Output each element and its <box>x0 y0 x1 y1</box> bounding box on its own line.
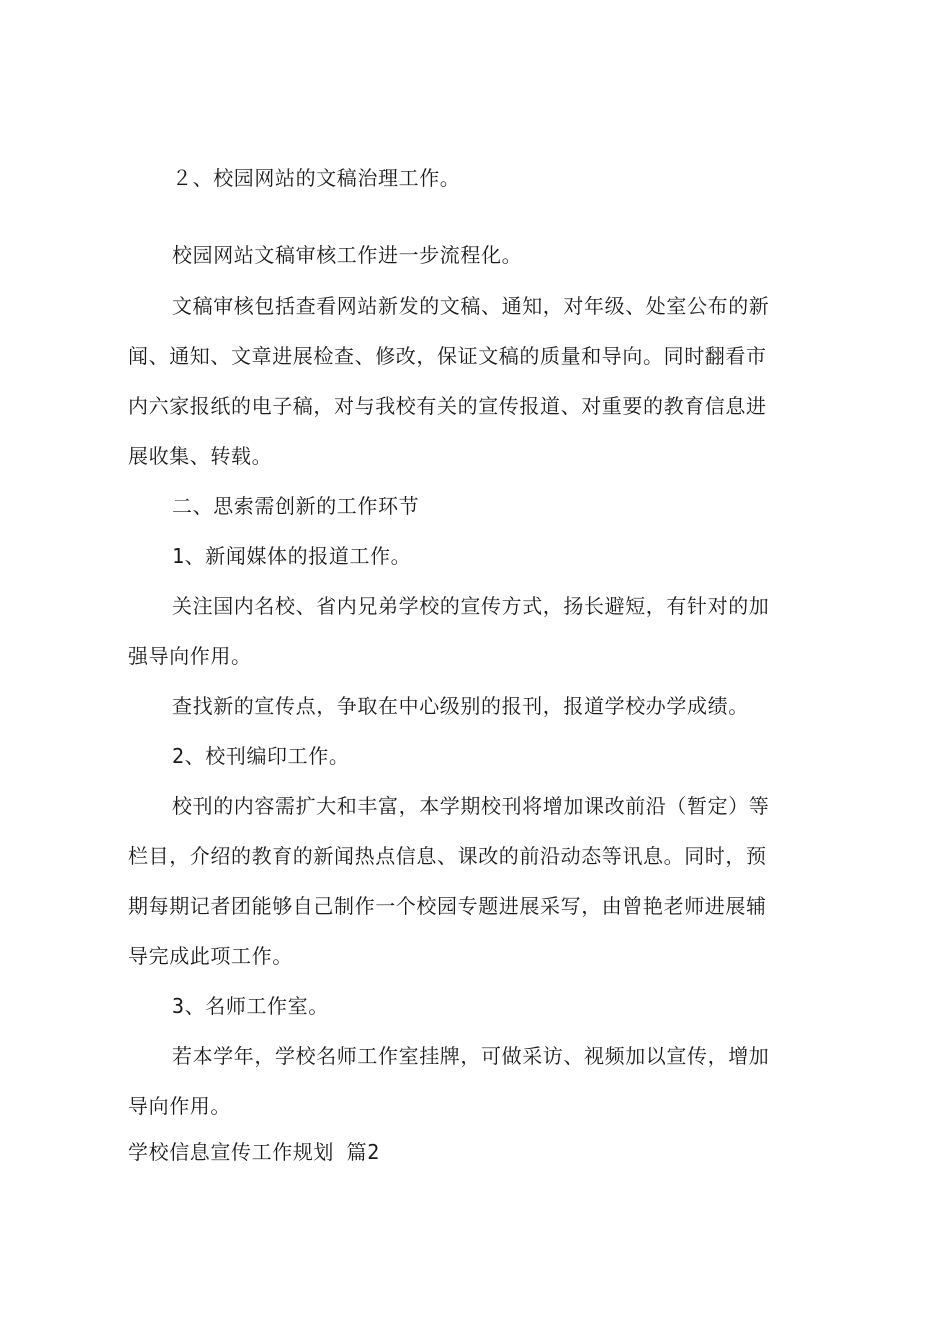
paragraph-line: 闻、通知、文章进展检查、修改，保证文稿的质量和导向。同时翻看市 <box>128 344 767 368</box>
paragraph-line: 导完成此项工作。 <box>128 944 293 968</box>
subheading-school-journal: 2、校刊编印工作。 <box>172 744 350 768</box>
section-heading-innovation: 二、思索需创新的工作环节 <box>172 494 420 518</box>
paragraph-line: 校园网站文稿审核工作进一步流程化。 <box>172 243 523 267</box>
paragraph-line: 若本学年，学校名师工作室挂牌，可做采访、视频加以宣传，增加 <box>172 1044 770 1068</box>
subheading-website-manuscripts: ２、校园网站的文稿治理工作。 <box>172 166 461 190</box>
paragraph-line: 内六家报纸的电子稿，对与我校有关的宣传报道、对重要的教育信息进 <box>128 394 767 418</box>
paragraph-line: 展收集、转载。 <box>128 444 273 468</box>
paragraph-line: 查找新的宣传点，争取在中心级别的报刊，报道学校办学成绩。 <box>172 694 749 718</box>
paragraph-line: 栏目，介绍的教育的新闻热点信息、课改的前沿动态等讯息。同时，预 <box>128 844 767 868</box>
subheading-news-media: 1、新闻媒体的报道工作。 <box>172 544 412 568</box>
paragraph-line: 强导向作用。 <box>128 644 252 668</box>
subheading-famous-teacher-studio: 3、名师工作室。 <box>172 994 329 1018</box>
paragraph-line: 期每期记者团能够自己制作一个校园专题进展采写，由曾艳老师进展辅 <box>128 894 767 918</box>
paragraph-line: 文稿审核包括查看网站新发的文稿、通知，对年级、处室公布的新 <box>172 294 770 318</box>
paragraph-line: 校刊的内容需扩大和丰富，本学期校刊将增加课改前沿（暂定）等 <box>172 794 770 818</box>
document-section-title: 学校信息宣传工作规划 篇2 <box>128 1140 380 1164</box>
paragraph-line: 关注国内名校、省内兄弟学校的宣传方式，扬长避短，有针对的加 <box>172 594 770 618</box>
paragraph-line: 导向作用。 <box>128 1094 231 1118</box>
